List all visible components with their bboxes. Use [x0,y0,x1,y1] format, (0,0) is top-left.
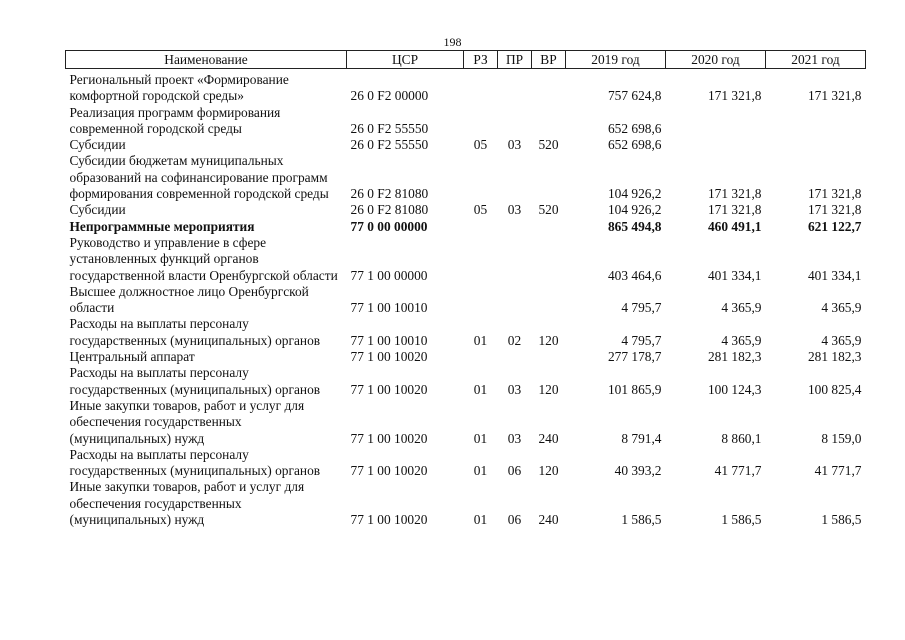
row-2019: 652 698,6 [607,137,662,153]
row-rz [464,219,498,235]
row-pr [498,153,532,202]
row-2020: 4 365,9 [721,300,762,316]
row-name: Иные закупки товаров, работ и услуг для обеспечения государственных (муниципальных) нужд [69,479,305,528]
row-pr: 03 [507,202,522,218]
row-csr: 26 0 F2 55550 [350,137,429,153]
row-vr: 240 [538,512,559,528]
row-2020: 100 124,3 [707,381,762,397]
row-2019: 865 494,8 [607,218,662,234]
row-pr: 06 [507,512,522,528]
row-rz: 01 [473,512,488,528]
row-2019: 101 865,9 [607,381,662,397]
row-2021: 1 586,5 [821,512,862,528]
col-header-2021: 2021 год [766,51,866,69]
row-rz [464,235,498,284]
row-name: Субсидии [69,202,126,218]
row-vr: 120 [538,463,559,479]
row-vr [532,284,566,317]
row-csr: 77 0 00 00000 [350,218,428,234]
col-header-csr: ЦСР [347,51,464,69]
row-pr: 02 [507,332,522,348]
row-name: Руководство и управление в сфере установленных функций органов государственной власти Оренбургской области [69,234,338,283]
table-row [66,316,866,349]
row-vr [532,105,566,138]
row-csr: 77 1 00 10020 [350,381,428,397]
row-csr: 77 1 00 10020 [350,430,428,446]
row-rz [464,153,498,202]
row-csr: 77 1 00 10020 [350,463,428,479]
row-pr [498,349,532,365]
row-rz [464,105,498,138]
row-vr [532,69,566,105]
row-2021: 171 321,8 [807,88,862,104]
row-2019: 4 795,7 [621,300,662,316]
row-2019: 403 464,6 [607,267,662,283]
row-pr [498,69,532,105]
row-2020: 171 321,8 [707,202,762,218]
row-2021: 401 334,1 [807,267,862,283]
col-header-vr: ВР [532,51,566,69]
header-row [66,51,866,69]
row-pr: 03 [507,381,522,397]
table-row [66,365,866,398]
row-2021 [766,105,866,138]
row-rz: 01 [473,463,488,479]
row-vr [532,349,566,365]
row-pr [498,219,532,235]
row-2020: 401 334,1 [707,267,762,283]
row-pr [498,105,532,138]
page-number: 198 [443,35,462,49]
row-rz [464,69,498,105]
table-row [66,219,866,235]
row-2020: 41 771,7 [714,463,762,479]
row-pr [498,235,532,284]
row-csr: 77 1 00 00000 [350,267,428,283]
row-2021 [766,137,866,153]
row-csr: 77 1 00 10020 [350,349,428,365]
col-header-2020: 2020 год [666,51,766,69]
table-row [66,284,866,317]
row-csr: 26 0 F2 55550 [350,120,429,136]
col-header-2019: 2019 год [566,51,666,69]
table-row [66,137,866,153]
row-pr [498,284,532,317]
row-name: Расходы на выплаты персоналу государственных (муниципальных) органов [69,316,321,348]
row-csr: 77 1 00 10010 [350,332,428,348]
row-2020: 4 365,9 [721,332,762,348]
row-name: Региональный проект «Формирование комфортной городской среды» [69,72,289,104]
row-csr: 77 1 00 10020 [350,512,428,528]
row-2021: 4 365,9 [821,332,862,348]
table-row [66,153,866,202]
row-name: Расходы на выплаты персоналу государственных (муниципальных) органов [69,446,321,479]
row-2019: 8 791,4 [621,430,662,446]
row-2021: 8 159,0 [821,430,862,446]
row-name: Субсидии бюджетам муниципальных образований на софинансирование программ формирования современной городской среды [69,153,329,202]
row-name: Центральный аппарат [69,349,195,365]
row-2019: 652 698,6 [607,120,662,136]
row-vr [532,153,566,202]
row-2021: 100 825,4 [807,381,862,397]
table-row [66,349,866,365]
row-name: Высшее должностное лицо Оренбургской области [69,283,309,316]
col-header-rz: РЗ [464,51,498,69]
row-csr: 77 1 00 10010 [350,300,428,316]
row-2021: 171 321,8 [807,186,862,202]
row-2019: 277 178,7 [607,349,662,365]
row-vr: 520 [538,202,559,218]
table-row [66,479,866,528]
row-name: Иные закупки товаров, работ и услуг для обеспечения государственных (муниципальных) нужд [69,397,305,446]
row-name: Субсидии [69,137,126,153]
table-row [66,105,866,138]
row-2020: 171 321,8 [707,88,762,104]
row-rz: 01 [473,430,488,446]
row-pr: 03 [507,137,522,153]
row-rz: 05 [473,137,488,153]
row-rz [464,284,498,317]
col-header-name: Наименование [66,51,347,69]
row-2019: 40 393,2 [614,463,662,479]
row-2020: 460 491,1 [707,218,762,234]
row-2021: 621 122,7 [807,218,862,234]
row-vr [532,219,566,235]
row-2020: 281 182,3 [707,349,762,365]
row-2021: 281 182,3 [807,349,862,365]
row-csr: 26 0 F2 81080 [350,202,429,218]
table-row [66,398,866,447]
budget-table [65,50,866,528]
row-csr: 26 0 F2 81080 [350,186,429,202]
row-name: Непрограммные мероприятия [69,218,255,234]
row-2020 [666,137,766,153]
row-2019: 757 624,8 [607,88,662,104]
row-2019: 104 926,2 [607,186,662,202]
table-row [66,447,866,480]
table-row [66,235,866,284]
col-header-pr: ПР [498,51,532,69]
row-2020 [666,105,766,138]
row-2021: 171 321,8 [807,202,862,218]
row-rz: 05 [473,202,488,218]
row-pr: 03 [507,430,522,446]
row-vr: 240 [538,430,559,446]
row-2020: 171 321,8 [707,186,762,202]
row-vr [532,235,566,284]
row-vr: 120 [538,381,559,397]
row-2020: 8 860,1 [721,430,762,446]
row-name: Расходы на выплаты персоналу государственных (муниципальных) органов [69,365,321,397]
row-csr: 26 0 F2 00000 [350,88,429,104]
row-name: Реализация программ формирования современной городской среды [69,104,281,136]
row-2019: 104 926,2 [607,202,662,218]
row-rz [464,349,498,365]
row-vr: 520 [538,137,559,153]
row-2021: 4 365,9 [821,300,862,316]
row-2019: 4 795,7 [621,332,662,348]
table-row [66,202,866,218]
row-rz: 01 [473,381,488,397]
row-2020: 1 586,5 [721,512,762,528]
row-pr: 06 [507,463,522,479]
row-vr: 120 [538,332,559,348]
row-2019: 1 586,5 [621,512,662,528]
row-rz: 01 [473,332,488,348]
table-row [66,69,866,105]
row-2021: 41 771,7 [814,463,862,479]
